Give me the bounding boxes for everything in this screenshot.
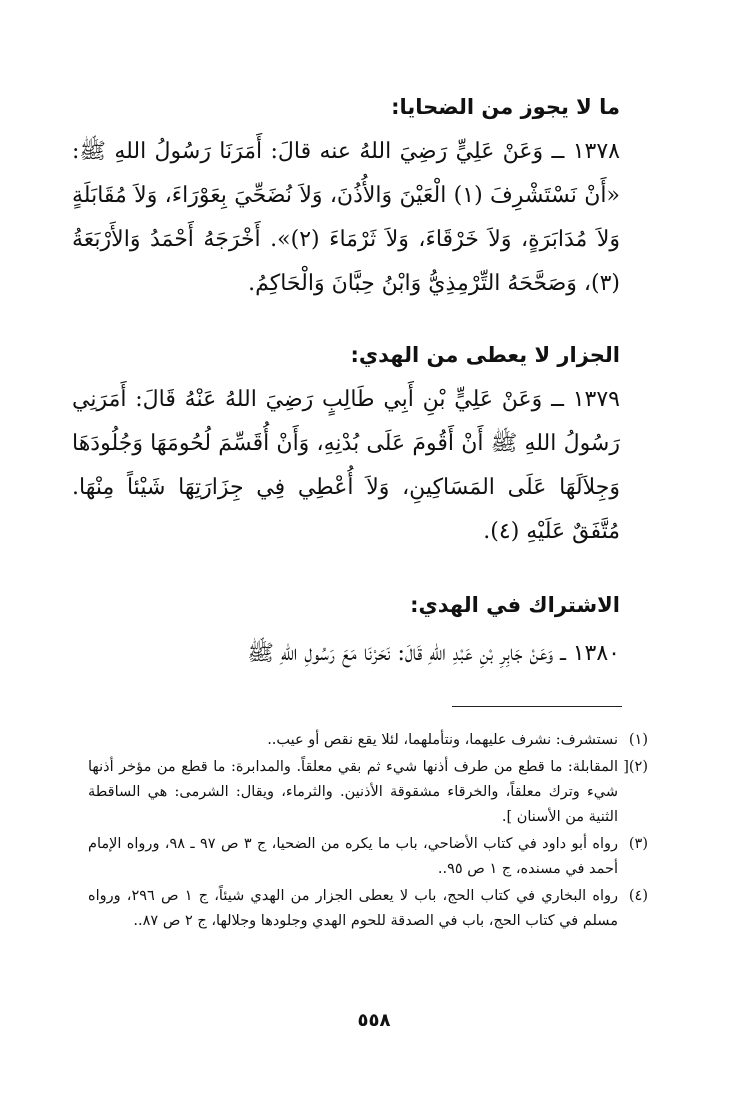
section-heading-butcher: الجزار لا يعطى من الهدي: <box>350 343 620 367</box>
hadith-1378: ١٣٧٨ ــ وَعَنْ عَلِيٍّ رَضِيَ اللهُ عنه قالَ: أَمَرَنَا رَسُولُ اللهِ ﷺ: «أَنْ نَسْتَشْرِفَ (١) الْعَيْنَ وَالأُذُنَ، وَلاَ نُضَحِّيَ بِعَوْرَاءَ، وَلاَ مُقَابَلَةٍ وَلاَ مُدَابَرَةٍ، وَلاَ خَرْقَاءَ، وَلاَ ثَرْمَاءَ (٢)». أَخْرَجَهُ أَحْمَدُ وَالأَرْبَعَةُ (٣)، وَصَحَّحَهُ التِّرْمِذِيُّ وَابْنُ حِبَّانَ وَالْحَاكِمُ. <box>72 139 620 296</box>
section-heading-sacrifice-defects: ما لا يجوز من الضحايا: <box>391 95 620 119</box>
footnote-marker: (٢)[ <box>623 759 648 775</box>
footnote-text: رواه أبو داود في كتاب الأضاحي، باب ما يكره من الضحيا، ج ٣ ص ٩٧ ـ ٩٨، ورواه الإمام أحمد في مسنده، ج ١ ص ٩٥.. <box>88 836 619 877</box>
hadith-1380: ١٣٨٠ ــ وَعَنْ جَابِرِ بْنِ عَبْدِ اللهِ قَالَ: نَحَرْنَا مَعَ رَسُولِ اللهِ ﷺ <box>247 641 620 666</box>
footnote-4 <box>88 884 648 934</box>
footnote-marker: (١) <box>628 732 648 748</box>
footnote-marker: (٣) <box>628 836 648 852</box>
footnote-marker: (٤) <box>628 888 648 904</box>
footnotes <box>88 728 648 936</box>
footnote-text: نستشرف: نشرف عليهما، ونتأملهما، لئلا يقع نقص أو عيب.. <box>267 732 618 748</box>
footnote-separator <box>452 706 622 707</box>
footnote-2 <box>88 755 648 830</box>
page-number: ٥٥٨ <box>357 1010 391 1031</box>
hadith-1379: ١٣٧٩ ــ وَعَنْ عَلِيٍّ بْنِ أَبِي طَالِبٍ رَضِيَ اللهُ عَنْهُ قَالَ: أَمَرَنِي رَسُولُ اللهِ ﷺ أَنْ أَقُومَ عَلَى بُدْنِهِ، وَأَنْ أُقَسِّمَ لُحُومَهَا وَجُلُودَهَا وَجِلاَلَهَا عَلَى المَسَاكِينِ، وَلاَ أُعْطِي فِي جِزَارَتِهَا شَيْئاً مِنْهَا. مُتَّفَقٌ عَلَيْهِ (٤). <box>72 387 620 544</box>
footnote-text: المقابلة: ما قطع من طرف أذنها شيء ثم بقي معلقاً. والمدابرة: ما قطع من مؤخر أذنها شيء وترك معلقاً، والخرقاء مشقوقة الأذنين. والثرماء، ويقال: الشرمى: هي الساقطة الثنية من الأسنان ]. <box>88 759 618 825</box>
section-heading-sharing-sacrifice: الاشتراك في الهدي: <box>410 593 620 617</box>
footnote-1 <box>88 728 648 753</box>
footnote-text: رواه البخاري في كتاب الحج، باب لا يعطى الجزار من الهدي شيئاً، ج ١ ص ٢٩٦، ورواه مسلم في كتاب الحج، باب في الصدقة للحوم الهدي وجلودها وجلالها، ج ٢ ص ٨٧.. <box>88 888 619 929</box>
footnote-3 <box>88 832 648 882</box>
